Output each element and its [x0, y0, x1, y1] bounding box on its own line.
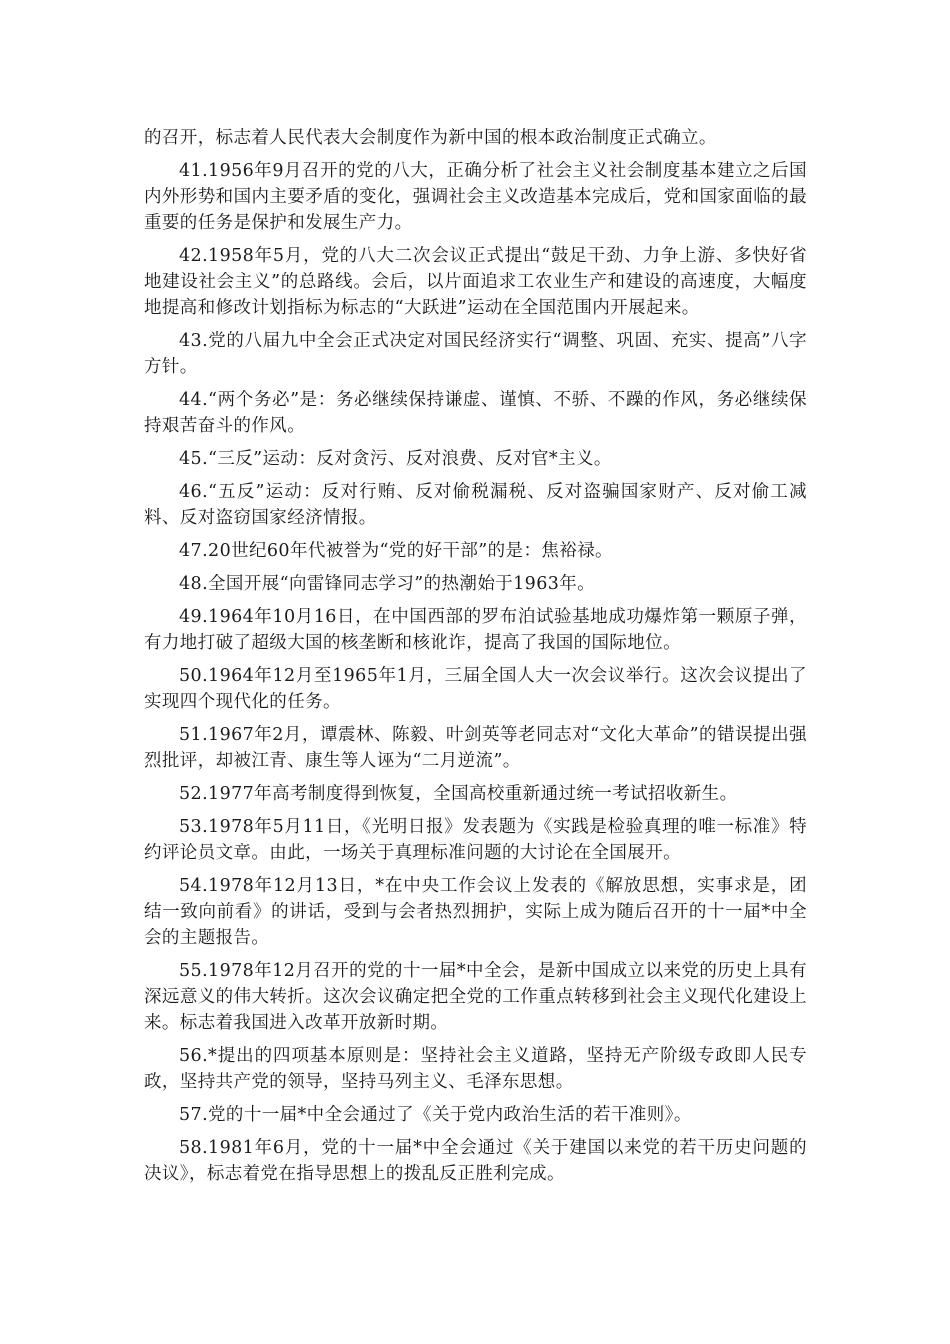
paragraph-item-45: 45.“三反”运动：反对贪污、反对浪费、反对官*主义。 [179, 449, 612, 469]
paragraph-item-56: 56.*提出的四项基本原则是：坚持社会主义道路，坚持无产阶级专政即人民专政，坚持共产党的领导，坚持马列主义、毛泽东思想。 [144, 1046, 807, 1092]
paragraph-item-44: 44.“两个务必”是：务必继续保持谦虚、谨慎、不骄、不躁的作风，务必继续保持艰苦奋斗的作风。 [144, 390, 807, 436]
paragraph-item-49: 49.1964年10月16日，在中国西部的罗布泊试验基地成功爆炸第一颗原子弹，有力地打破了超级大国的核垄断和核讹诈，提高了我国的国际地位。 [144, 607, 807, 653]
paragraph-item-51: 51.1967年2月，谭震林、陈毅、叶剑英等老同志对“文化大革命”的错误提出强烈批评，却被江青、康生等人诬为“二月逆流”。 [144, 725, 807, 771]
paragraph-item-54: 54.1978年12月13日，*在中央工作会议上发表的《解放思想，实事求是，团结一致向前看》的讲话，受到与会者热烈拥护，实际上成为随后召开的十一届*中全会的主题报告。 [144, 876, 807, 948]
document-body [144, 125, 807, 1194]
paragraph-item-43: 43.党的八届九中全会正式决定对国民经济实行“调整、巩固、充实、提高”八字方针。 [144, 331, 807, 377]
paragraph-item-53: 53.1978年5月11日，《光明日报》发表题为《实践是检验真理的唯一标准》特约评论员文章。由此，一场关于真理标准问题的大讨论在全国展开。 [144, 817, 807, 863]
paragraph-item-48: 48.全国开展“向雷锋同志学习”的热潮始于1963年。 [179, 574, 596, 594]
paragraph-item-50: 50.1964年12月至1965年1月，三届全国人大一次会议举行。这次会议提出了实现四个现代化的任务。 [144, 666, 807, 712]
paragraph-continuation: 的召开，标志着人民代表大会制度作为新中国的根本政治制度正式确立。 [144, 128, 717, 148]
paragraph-item-55: 55.1978年12月召开的党的十一届*中全会，是新中国成立以来党的历史上具有深远意义的伟大转折。这次会议确定把全党的工作重点转移到社会主义现代化建设上来。标志着我国进入改革开放新时期。 [144, 961, 807, 1033]
paragraph-item-52: 52.1977年高考制度得到恢复，全国高校重新通过统一考试招收新生。 [179, 784, 738, 804]
paragraph-item-47: 47.20世纪60年代被誉为“党的好干部”的是：焦裕禄。 [179, 541, 613, 561]
paragraph-item-58: 58.1981年6月，党的十一届*中全会通过《关于建国以来党的若干历史问题的决议》，标志着党在指导思想上的拨乱反正胜利完成。 [144, 1138, 807, 1184]
paragraph-item-41: 41.1956年9月召开的党的八大，正确分析了社会主义社会制度基本建立之后国内外形势和国内主要矛盾的变化，强调社会主义改造基本完成后，党和国家面临的最重要的任务是保护和发展生产力。 [144, 161, 807, 233]
paragraph-item-57: 57.党的十一届*中全会通过了《关于党内政治生活的若干准则》。 [179, 1105, 692, 1125]
paragraph-item-42: 42.1958年5月，党的八大二次会议正式提出“鼓足干劲、力争上游、多快好省地建设社会主义”的总路线。会后，以片面追求工农业生产和建设的高速度，大幅度地提高和修改计划指标为标志的“大跃进”运动在全国范围内开展起来。 [144, 246, 807, 318]
paragraph-item-46: 46.“五反”运动：反对行贿、反对偷税漏税、反对盗骗国家财产、反对偷工减料、反对盗窃国家经济情报。 [144, 482, 807, 528]
